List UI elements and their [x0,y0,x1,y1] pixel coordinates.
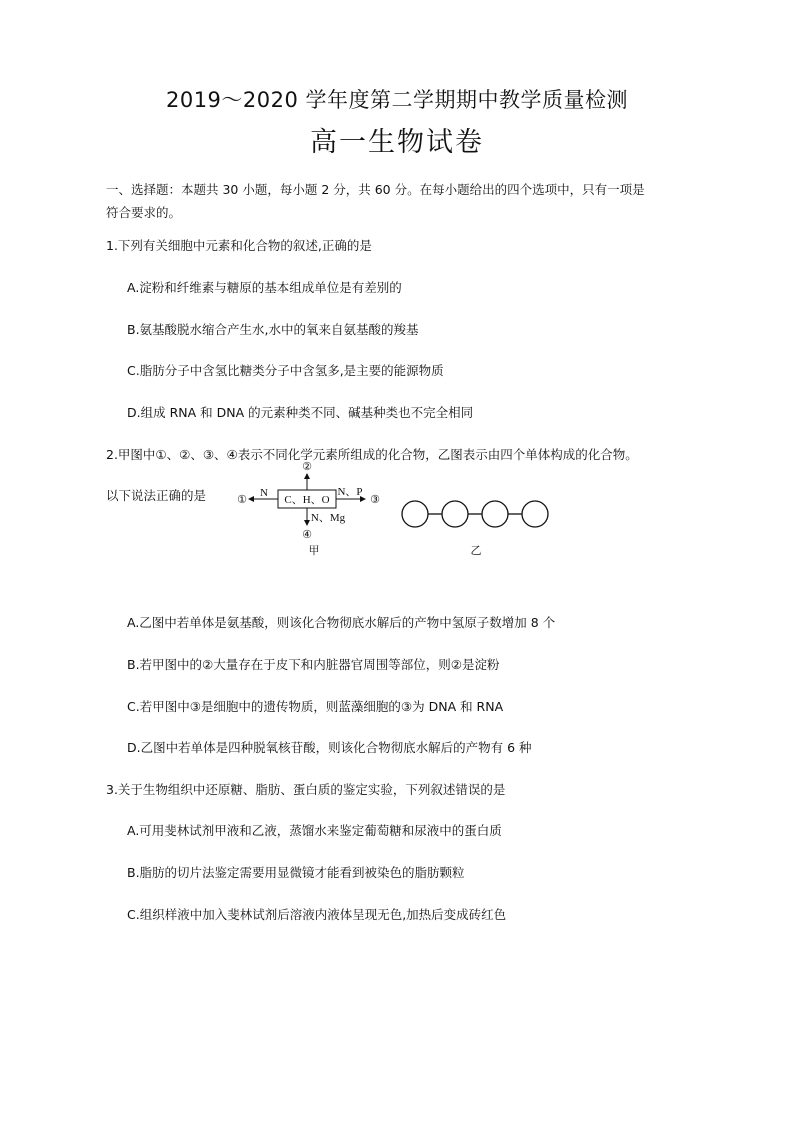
section-intro-line2: 符合要求的。 [106,205,182,220]
question-1-option-a: A.淀粉和纤维素与糖原的基本组成单位是有差别的 [127,280,402,295]
question-2-stem: 2.甲图中①、②、③、④表示不同化学元素所组成的化合物，乙图表示由四个单体构成的化合物。 [106,447,638,462]
exam-subtitle: 高一生物试卷 [310,127,484,158]
left-num: ① [237,494,247,506]
left-arrow-icon [248,496,254,502]
question-3-stem: 3.关于生物组织中还原糖、脂肪、蛋白质的鉴定实验，下列叙述错误的是 [106,782,506,797]
diagram-yi [402,501,548,557]
monomer-1 [402,501,428,527]
center-box-label: C、H、O [284,494,330,506]
question-2-stem-cont: 以下说法正确的是 [106,488,207,503]
jia-caption: 甲 [308,545,320,557]
question-2-option-b: B.若甲图中的②大量存在于皮下和内脏器官周围等部位，则②是淀粉 [127,657,500,672]
left-label: N [260,487,268,499]
question-1-option-d: D.组成 RNA 和 DNA 的元素种类不同、碱基种类也不完全相同 [127,405,474,420]
monomer-3 [482,501,508,527]
monomer-2 [442,501,468,527]
top-num: ② [302,461,312,473]
question-3-option-b: B.脂肪的切片法鉴定需要用显微镜才能看到被染色的脂肪颗粒 [127,865,465,880]
yi-caption: 乙 [470,545,482,557]
bottom-arrow-icon [304,520,310,526]
section-intro-line1: 一、选择题：本题共 30 小题，每小题 2 分，共 60 分。在每小题给出的四个选项中，只有一项是 [106,182,645,197]
question-3-option-c: C.组织样液中加入斐林试剂后溶液内液体呈现无色,加热后变成砖红色 [127,907,507,922]
diagram-jia [237,461,380,557]
bottom-label: N、Mg [310,512,346,524]
right-num: ③ [370,494,380,506]
question-2-option-d: D.乙图中若单体是四种脱氧核苷酸，则该化合物彻底水解后的产物有 6 种 [127,740,532,755]
question-2-diagram [230,458,570,558]
question-2-option-c: C.若甲图中③是细胞中的遗传物质，则蓝藻细胞的③为 DNA 和 RNA [127,699,504,714]
monomer-4 [522,501,548,527]
top-arrow-icon [304,473,310,479]
question-1-option-b: B.氨基酸脱水缩合产生水,水中的氧来自氨基酸的羧基 [127,322,419,337]
exam-title: 2019～2020 学年度第二学期期中教学质量检测 [165,88,629,112]
question-1-stem: 1.下列有关细胞中元素和化合物的叙述,正确的是 [106,238,372,253]
question-1-option-c: C.脂肪分子中含氢比糖类分子中含氢多,是主要的能源物质 [127,363,444,378]
bottom-num: ④ [302,529,312,541]
right-label: N、P [337,486,363,498]
question-3-option-a: A.可用斐林试剂甲液和乙液，蒸馏水来鉴定葡萄糖和尿液中的蛋白质 [127,823,502,838]
question-2-option-a: A.乙图中若单体是氨基酸，则该化合物彻底水解后的产物中氢原子数增加 8 个 [127,615,556,630]
